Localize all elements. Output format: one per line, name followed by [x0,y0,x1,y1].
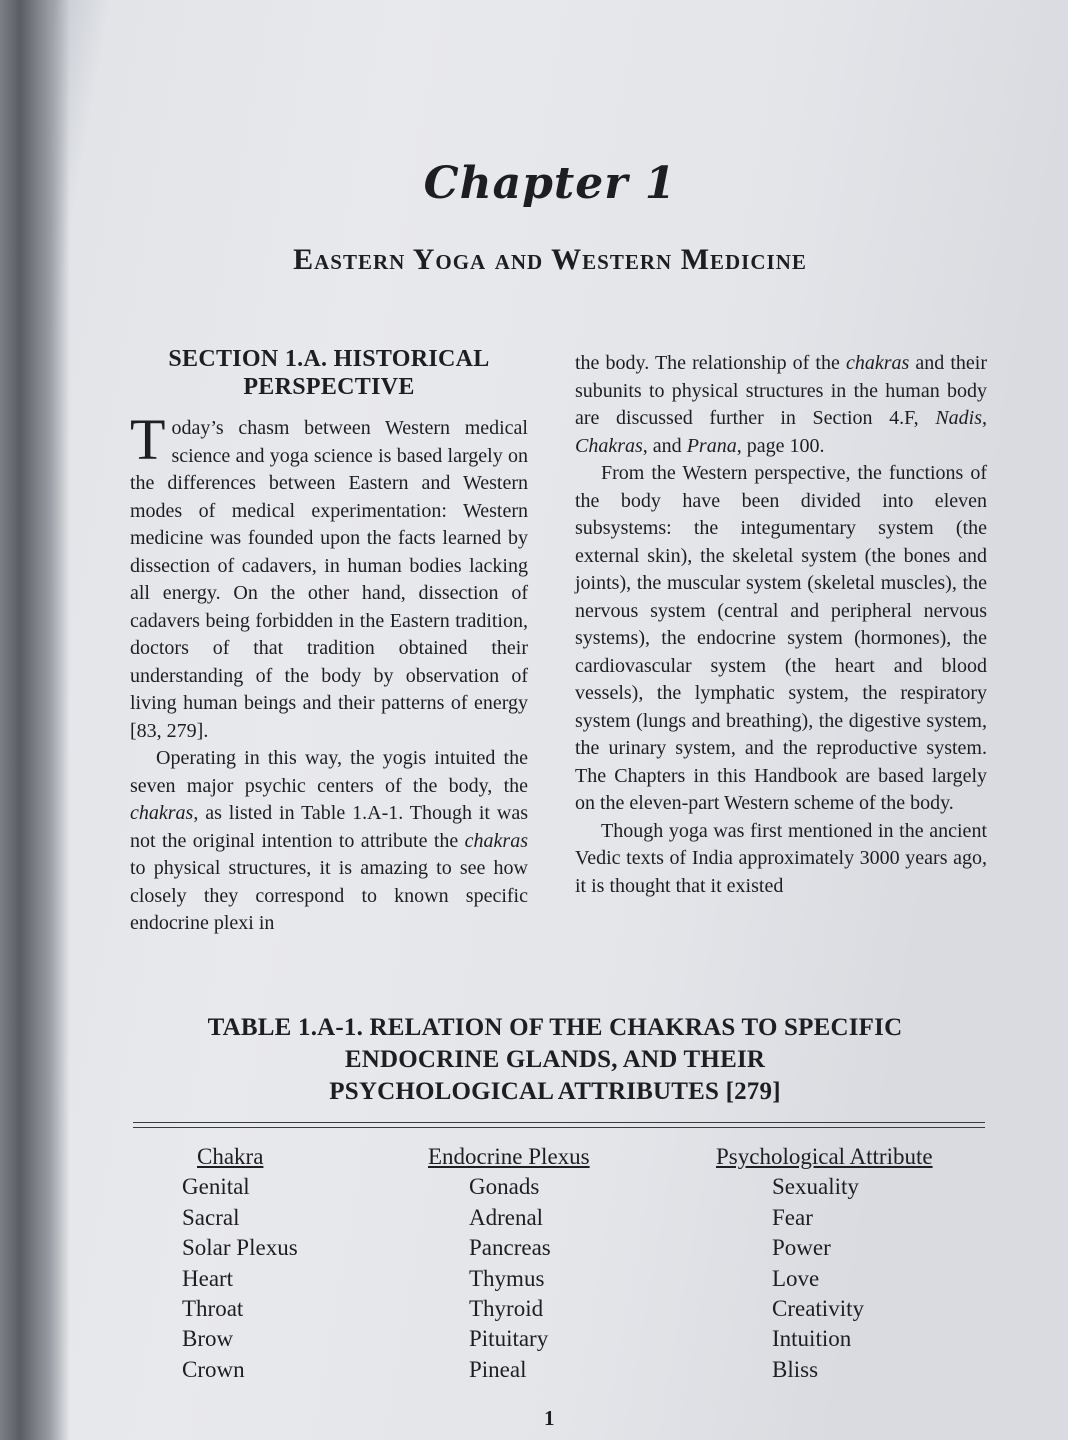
table-cell: Sexuality [772,1174,859,1200]
table-cell: Genital [182,1174,250,1200]
paragraph-2-text-a: Operating in this way, the yogis intuited the seven major psychic centers of the body, the [130,747,528,797]
paragraph-3-text-b: and their subunits to physical structures in the human body are discussed further in Section 4.F, [575,352,987,429]
table-column-chakra [182,1142,298,1385]
table-header: Chakra [197,1144,264,1169]
term-nadis: Nadis [935,407,982,429]
paragraph-4: From the Western perspective, the functions of the body have been divided into eleven subsystems: the integumentary system (the external skin), the skeletal system (the bones and joints), the muscular system (skeletal muscles), the nervous system (central and peripheral nervous systems), the endocrine system (hormones), the cardiovascular system (the heart and blood vessels), the lymphatic system, the respiratory system (lungs and breathing), the digestive system, the urinary system, and the reproductive system. The Chapters in this Handbook are based largely on the eleven-part Western scheme of the body. [575,462,987,814]
term-chakras: chakras [845,352,910,374]
left-column [130,345,528,938]
drop-cap: T [130,407,166,472]
paragraph-2-text-c: to physical structures, it is amazing to see how closely they correspond to known specific endocrine plexi in [130,857,528,934]
table-rule-top [133,1122,985,1123]
paragraph-1 [130,407,528,745]
table-cell: Throat [182,1296,244,1322]
table-cell: Pancreas [469,1235,551,1261]
table-cell: Solar Plexus [182,1235,298,1261]
table-cell: Love [772,1265,820,1291]
chapter-subtitle: Eastern Yoga and Western Medicine [293,243,807,276]
paragraph-3-text-a: the body. The relationship of the [575,352,846,374]
table-cell: Pituitary [469,1326,549,1352]
table-cell: Power [772,1235,831,1261]
section-heading-line-1: SECTION 1.A. HISTORICAL [168,346,490,372]
table-cell: Thymus [469,1265,545,1291]
paragraph-3-text-d: , and [642,434,687,457]
term-prana: Prana [686,434,737,457]
table-header: Endocrine Plexus [428,1144,590,1169]
table-title [150,1012,960,1108]
term-chakras: chakras [464,829,528,852]
table-column-endocrine [428,1142,590,1385]
table-column-attribute [716,1142,933,1385]
section-heading [130,345,528,401]
chapter-title: Chapter 1 [423,158,677,209]
table-rule-bottom [133,1127,985,1128]
paragraph-3 [575,350,987,460]
table-cell: Heart [182,1265,234,1291]
section-heading-line-2: PERSPECTIVE [243,374,415,400]
table-cell: Fear [772,1204,813,1230]
table-cell: Creativity [772,1296,864,1322]
right-column [575,350,987,900]
table-cell: Thyroid [469,1296,544,1322]
paragraph-3-text-e: , page 100. [736,434,825,457]
binding-shadow [0,0,70,1440]
table-cell: Pineal [469,1356,527,1382]
table-title-line-1: TABLE 1.A-1. RELATION OF THE CHAKRAS TO SPECIFIC [207,1014,903,1041]
table-title-line-3: PSYCHOLOGICAL ATTRIBUTES [279] [329,1078,781,1105]
table-cell: Bliss [772,1356,819,1382]
term-chakras: chakras [130,802,194,824]
table-cell: Adrenal [469,1204,544,1230]
table-header: Psychological Attribute [716,1144,933,1169]
paragraph-2 [130,745,528,938]
table-cell: Intuition [772,1326,852,1352]
paragraph-5: Though yoga was first mentioned in the ancient Vedic texts of India approximately 3000 years ago, it is thought that it existed [575,819,987,897]
paragraph-2-text-b: , as listed in Table 1.A-1. Though it was not the original intention to attribute the [130,802,528,852]
table-cell: Crown [182,1356,245,1382]
table-cell: Gonads [469,1174,540,1200]
table-cell: Sacral [182,1204,240,1230]
paragraph-1-text: oday’s chasm between Western medical science and yoga science is based largely on the differences between Eastern and Western modes of medical experimentation: Western medicine was founded upon the facts learned by dissection of cadavers, in human bodies lacking all energy. On the other hand, dissection of cadavers being forbidden in the Eastern tradition, doctors of that tradition obtained their understanding of the body by observation of living human beings and their patterns of energy [83, 279]. [130,417,528,742]
term-chakras: Chakras [575,434,643,457]
table-cell: Brow [182,1326,234,1352]
paragraph-3-text-c: , [982,407,987,429]
table-title-line-2: ENDOCRINE GLANDS, AND THEIR [344,1046,766,1073]
page-number: 1 [544,1406,555,1430]
